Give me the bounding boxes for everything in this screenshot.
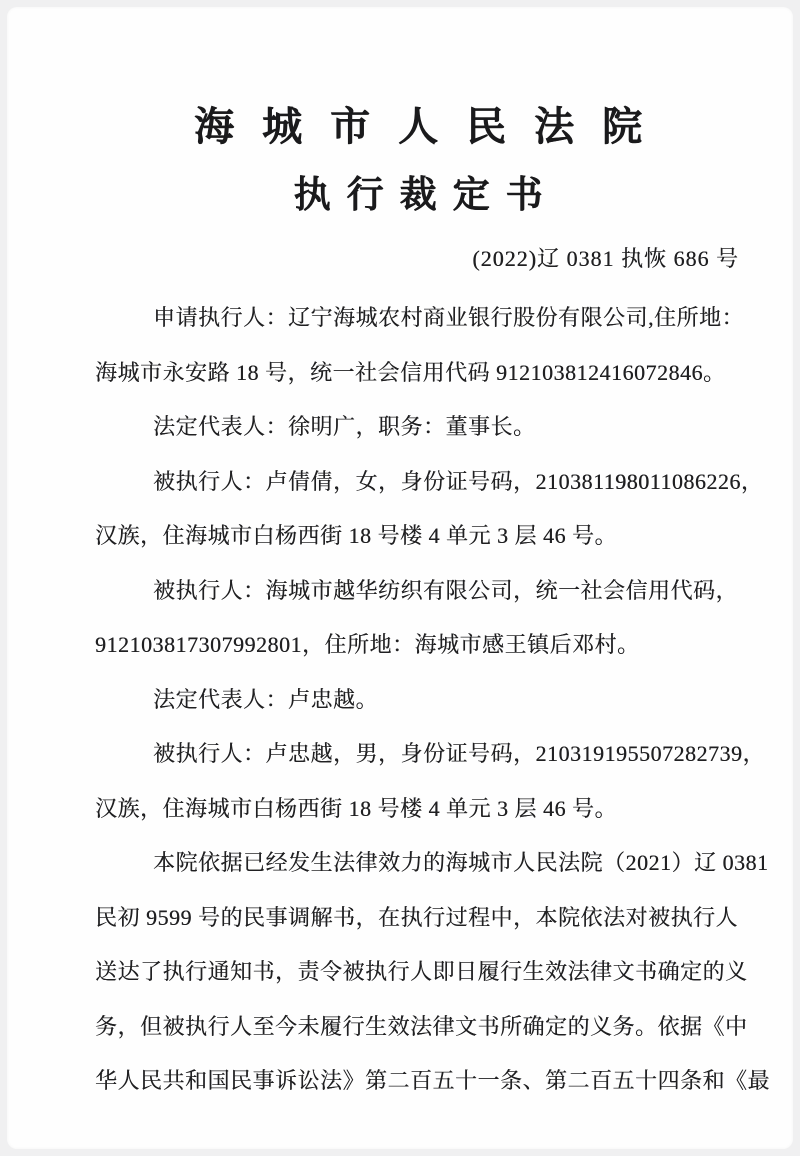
document-body [95, 291, 771, 1109]
body-line: 法定代表人：徐明广，职务：董事长。 [153, 414, 536, 439]
body-line: 汉族，住海城市白杨西街 18 号楼 4 单元 3 层 46 号。 [95, 523, 618, 548]
document-type-title: 执行裁定书 [293, 175, 559, 216]
body-line: 民初 9599 号的民事调解书，在执行过程中，本院依法对被执行人 [95, 904, 739, 930]
body-line: 被执行人：卢忠越，男，身份证号码，210319195507282739， [153, 741, 766, 766]
document-page [7, 7, 793, 1149]
body-line: 汉族，住海城市白杨西街 18 号楼 4 单元 3 层 46 号。 [95, 795, 618, 821]
court-name-title: 海城市人民法院 [194, 104, 670, 149]
body-line: 华人民共和国民事诉讼法》第二百五十一条、第二百五十四条和《最 [95, 1068, 771, 1093]
body-line: 送达了执行通知书，责令被执行人即日履行生效法律文书确定的义 [95, 959, 748, 984]
body-line: 申请执行人：辽宁海城农村商业银行股份有限公司,住所地： [153, 305, 745, 330]
body-line: 务，但被执行人至今未履行生效法律文书所确定的义务。依据《中 [95, 1013, 748, 1039]
body-line: 被执行人：卢倩倩，女，身份证号码，210381198011086226， [153, 468, 764, 494]
case-number: (2022)辽 0381 执恢 686 号 [472, 246, 739, 271]
body-line: 被执行人：海城市越华纺织有限公司，统一社会信用代码， [153, 577, 739, 603]
body-line: 本院依据已经发生法律效力的海城市人民法院（2021）辽 0381 [153, 850, 769, 875]
body-line: 海城市永安路 18 号，统一社会信用代码 912103812416072846。 [95, 359, 726, 385]
document-content [95, 7, 771, 1109]
body-line: 912103817307992801，住所地：海城市感王镇后邓村。 [95, 632, 640, 657]
body-line: 法定代表人：卢忠越。 [153, 686, 379, 712]
